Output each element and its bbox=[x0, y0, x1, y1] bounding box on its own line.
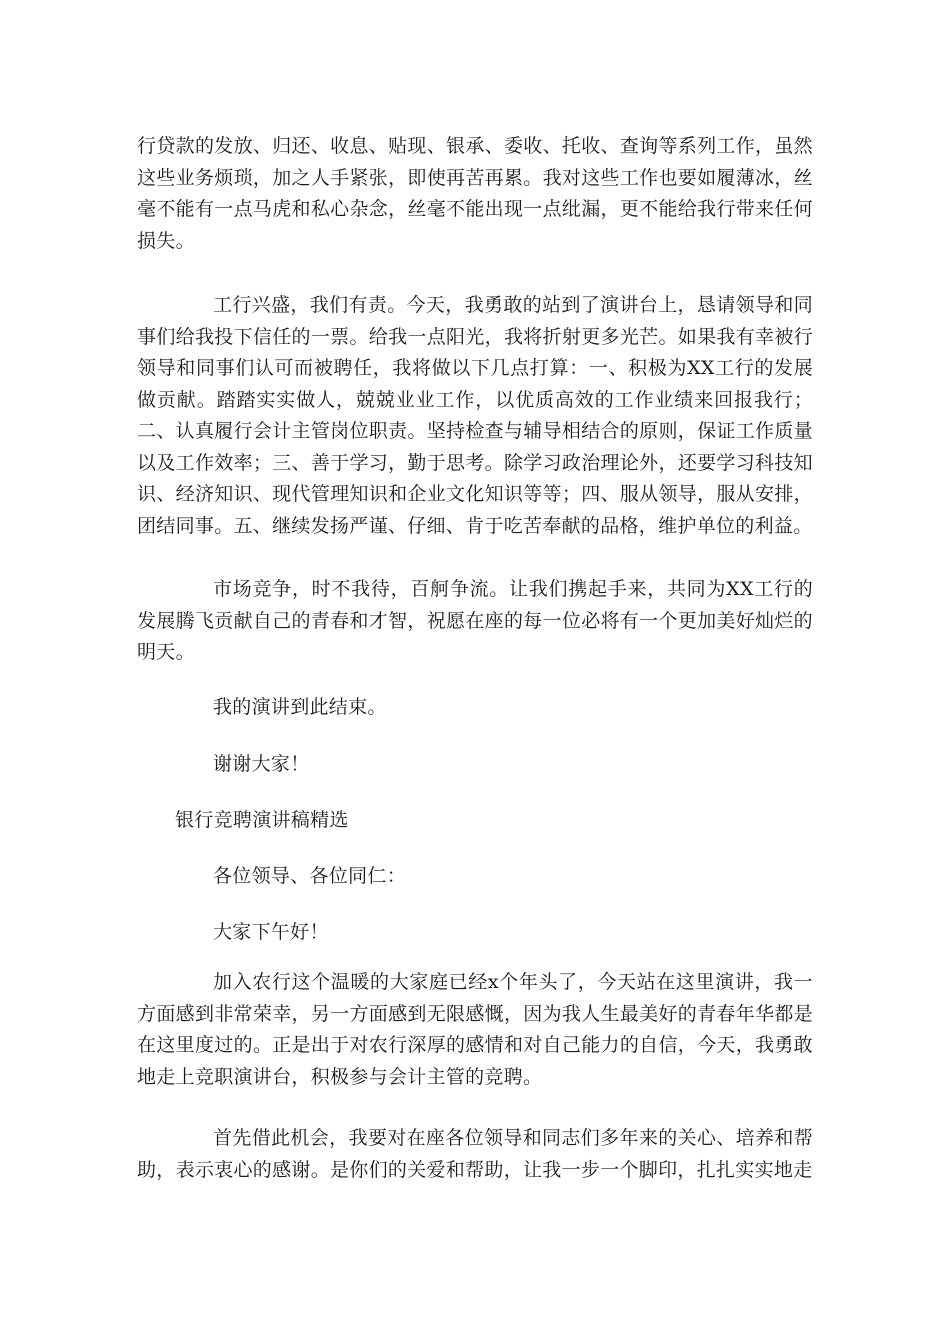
paragraph-loan-duties: 行贷款的发放、归还、收息、贴现、银承、委收、托收、查询等系列工作，虽然这些业务烦琐，加之人手紧张，即使再苦再累。我对这些工作也要如履薄冰，丝毫不能有一点马虎和私心杂念，丝毫不能出现一点纰漏，更不能给我行带来任何损失。 bbox=[137, 135, 813, 252]
salutation-line: 各位领导、各位同仁： bbox=[213, 865, 407, 887]
closing-statement: 我的演讲到此结束。 bbox=[213, 696, 387, 718]
greeting-line: 大家下午好！ bbox=[213, 921, 329, 943]
paragraph-plans: 工行兴盛，我们有责。今天，我勇敢的站到了演讲台上，恳请领导和同事们给我投下信任的一票。给我一点阳光，我将折射更多光芒。如果我有幸被行领导和同事们认可而被聘任，我将做以下几点打算：一、积极为XX工行的发展做贡献。踏踏实实做人，兢兢业业工作，以优质高效的工作业绩来回报我行；二、认真履行会计主管岗位职责。坚持检查与辅导相结合的原则，保证工作质量以及工作效率；三、善于学习，勤于思考。除学习政治理论外，还要学习科技知识、经济知识、现代管理知识和企业文化知识等等；四、服从领导，服从安排，团结同事。五、继续发扬严谨、仔细、肯于吃苦奉献的品格，维护单位的利益。 bbox=[137, 294, 813, 537]
paragraph-gratitude: 首先借此机会，我要对在座各位领导和同志们多年来的关心、培养和帮助，表示衷心的感谢。是你们的关爱和帮助，让我一步一个脚印，扎扎实实地走 bbox=[137, 1127, 813, 1181]
paragraph-market-competition: 市场竞争，时不我待，百舸争流。让我们携起手来，共同为XX工行的发展腾飞贡献自己的青春和才智，祝愿在座的每一位必将有一个更加美好灿烂的明天。 bbox=[137, 578, 813, 663]
thanks-line: 谢谢大家！ bbox=[213, 753, 310, 775]
paragraph-introduction: 加入农行这个温暖的大家庭已经x个年头了，今天站在这里演讲，我一方面感到非常荣幸，另一方面感到无限感慨，因为我人生最美好的青春年华都是在这里度过的。正是出于对农行深厚的感情和对自己能力的自信，今天，我勇敢地走上竞职演讲台，积极参与会计主管的竞聘。 bbox=[137, 971, 813, 1088]
section-heading: 银行竞聘演讲稿精选 bbox=[175, 809, 349, 831]
